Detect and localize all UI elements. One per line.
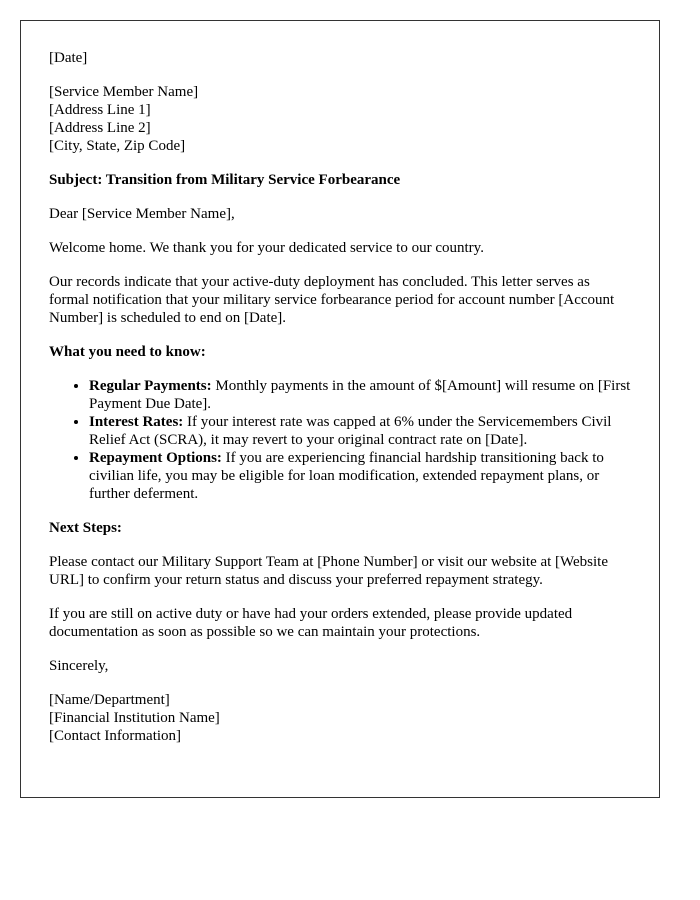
letter-page xyxy=(20,20,660,798)
list-item xyxy=(89,413,631,449)
signature-block xyxy=(49,691,631,745)
recipient-address-line-1: [Address Line 1] xyxy=(49,102,151,118)
list-item xyxy=(89,449,631,503)
salutation: Dear [Service Member Name], xyxy=(49,206,235,222)
recipient-city-state-zip: [City, State, Zip Code] xyxy=(49,138,186,154)
key-points-list xyxy=(49,377,631,503)
notification-paragraph: Our records indicate that your active-duty deployment has concluded. This letter serves as formal notification that your military service forbearance period for account number [Account Number] is scheduled to end on [Date]. xyxy=(49,274,615,326)
recipient-address-line-2: [Address Line 2] xyxy=(49,120,151,136)
point-text: If you are experiencing financial hardship transitioning back to civilian life, you may be eligible for loan modification, extended repayment plans, or further deferment. xyxy=(89,450,604,502)
point-label: Interest Rates: xyxy=(89,414,184,430)
list-item xyxy=(89,377,631,413)
signature-name-department: [Name/Department] xyxy=(49,692,170,708)
active-duty-paragraph: If you are still on active duty or have had your orders extended, please provide updated documentation as soon as possible so we can maintain your protections. xyxy=(49,606,573,640)
recipient-address xyxy=(49,83,631,155)
point-text: Monthly payments in the amount of $[Amount] will resume on [First Payment Due Date]. xyxy=(89,378,631,412)
signature-contact: [Contact Information] xyxy=(49,728,182,744)
letter-subject: Subject: Transition from Military Service Forbearance xyxy=(49,172,401,188)
recipient-name: [Service Member Name] xyxy=(49,84,199,100)
closing: Sincerely, xyxy=(49,658,109,674)
letter-date: [Date] xyxy=(49,50,88,66)
point-label: Regular Payments: xyxy=(89,378,212,394)
know-heading: What you need to know: xyxy=(49,344,206,360)
contact-paragraph: Please contact our Military Support Team at [Phone Number] or visit our website at [Website URL] to confirm your return status and discuss your preferred repayment strategy. xyxy=(49,554,608,588)
next-steps-heading: Next Steps: xyxy=(49,520,122,536)
welcome-paragraph: Welcome home. We thank you for your dedicated service to our country. xyxy=(49,240,484,256)
point-text: If your interest rate was capped at 6% under the Servicemembers Civil Relief Act (SCRA), it may revert to your original contract rate on [Date]. xyxy=(89,414,612,448)
point-label: Repayment Options: xyxy=(89,450,222,466)
signature-institution: [Financial Institution Name] xyxy=(49,710,220,726)
